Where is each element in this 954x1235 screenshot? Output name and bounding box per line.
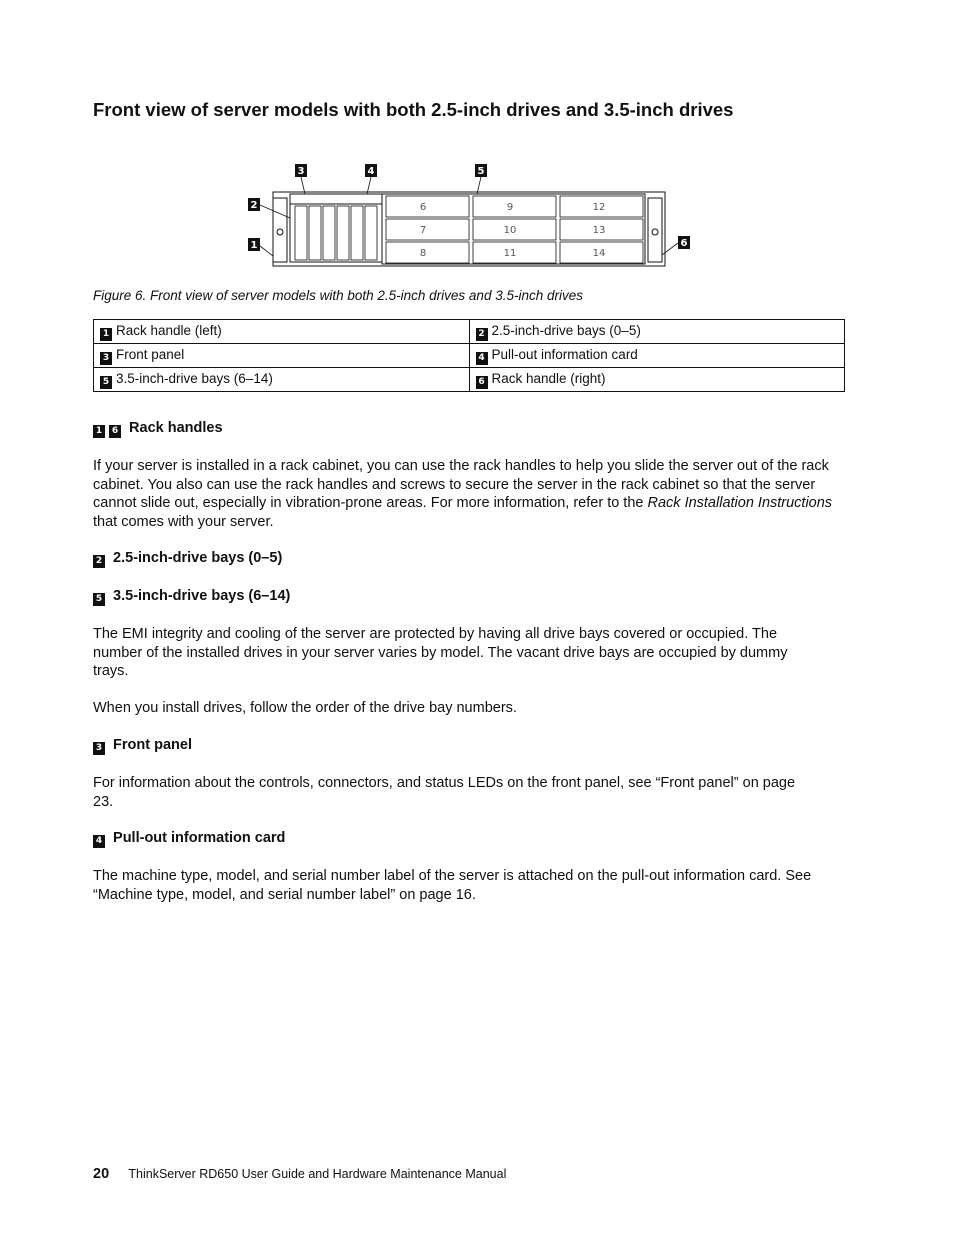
callout-badge: 5 (100, 376, 112, 389)
legend-text: Rack handle (left) (116, 322, 222, 338)
bay-number: 11 (503, 248, 517, 259)
callout-badge: 2 (93, 555, 105, 568)
legend-cell (469, 320, 845, 344)
drive-order-paragraph: When you install drives, follow the order of the drive bay numbers. (93, 700, 517, 716)
page-footer (93, 1166, 506, 1182)
bay-number: 12 (592, 202, 606, 213)
legend-cell (94, 368, 470, 392)
callout-badge: 6 (476, 376, 488, 389)
callout-badge: 4 (476, 352, 488, 365)
heading-text: 2.5-inch-drive bays (0–5) (113, 550, 283, 566)
heading-text: Pull-out information card (113, 830, 286, 846)
heading-text: 3.5-inch-drive bays (6–14) (113, 588, 291, 604)
figure-caption (93, 288, 583, 303)
callout-4: 4 (367, 166, 375, 177)
heading-text: Rack handles (129, 420, 223, 436)
callout-3: 3 (297, 166, 305, 177)
legend-text: Front panel (116, 346, 185, 362)
left-rack-handle (273, 198, 287, 262)
legend-cell (469, 368, 845, 392)
bay-number: 8 (419, 248, 427, 259)
table-row (94, 320, 845, 344)
info-card-paragraph: The machine type, model, and serial number label of the server is attached on the pull-out information card. See “Machine type, model, and serial number label” on page 16. (93, 868, 812, 903)
bay-number: 14 (592, 248, 606, 259)
bay-numbers (420, 202, 606, 259)
heading-text: Front panel (113, 737, 192, 753)
section-heading-bays-25 (93, 550, 282, 568)
table-row (94, 368, 845, 392)
callout-2: 2 (250, 200, 258, 211)
callout-6: 6 (680, 238, 688, 249)
section-heading-rack-handles (93, 420, 223, 438)
callout-badge: 1 (93, 425, 105, 438)
rack-handles-paragraph (93, 457, 845, 531)
drive-bays-25 (295, 206, 377, 260)
drive-bays-25-block (290, 204, 382, 262)
paragraph-text: If your server is installed in a rack cabinet, you can use the rack handles to help you slide the server out of the rack cabinet. You also can use the rack handles and screws to secure the server in the rack cabinet so that the server cannot slide out, especially in vibration-prone areas. For more information, refer to the (93, 458, 829, 512)
page-title: Front view of server models with both 2.5-inch drives and 3.5-inch drives (93, 99, 734, 120)
table-row (94, 344, 845, 368)
bay-number: 9 (506, 202, 514, 213)
emphasis-text: Rack Installation Instructions (647, 495, 833, 512)
bay-number: 10 (503, 225, 517, 236)
callout-badge: 4 (93, 835, 105, 848)
section-heading-front-panel (93, 737, 192, 755)
page-number: 20 (93, 1166, 110, 1182)
paragraph-text: that comes with your server. (93, 513, 274, 530)
server-front-view-figure (245, 160, 695, 272)
bay-number: 7 (419, 225, 427, 236)
callout-badge: 2 (476, 328, 488, 341)
bay-number: 13 (592, 225, 606, 236)
legend-cell (469, 344, 845, 368)
callout-badge: 5 (93, 593, 105, 606)
section-heading-bays-35 (93, 588, 290, 606)
callout-badge: 3 (100, 352, 112, 365)
legend-table (93, 319, 845, 392)
section-heading-info-card (93, 830, 285, 848)
document-title: ThinkServer RD650 User Guide and Hardware Maintenance Manual (128, 1167, 507, 1181)
callout-badge: 1 (100, 328, 112, 341)
legend-cell (94, 344, 470, 368)
callout-1: 1 (250, 240, 258, 251)
legend-cell (94, 320, 470, 344)
callout-badge: 3 (93, 742, 105, 755)
drive-bays-paragraph: The EMI integrity and cooling of the server are protected by having all drive bays covered or occupied. The number of the installed drives in your server varies by model. The vacant drive bays are occupied by dummy trays. (93, 626, 788, 680)
legend-text: 3.5-inch-drive bays (6–14) (116, 370, 273, 386)
legend-text: Pull-out information card (491, 346, 638, 362)
front-panel-paragraph: For information about the controls, connectors, and status LEDs on the front panel, see “Front panel” on page 23. (93, 775, 796, 810)
figure-caption-text: Front view of server models with both 2.5-inch drives and 3.5-inch drives (150, 288, 583, 303)
right-rack-handle (648, 198, 662, 262)
callout-5: 5 (477, 166, 485, 177)
front-panel (290, 194, 382, 204)
figure-label: Figure 6. (93, 288, 147, 303)
bay-number: 6 (419, 202, 427, 213)
legend-text: 2.5-inch-drive bays (0–5) (491, 322, 641, 338)
legend-text: Rack handle (right) (491, 370, 606, 386)
callout-badge: 6 (109, 425, 121, 438)
